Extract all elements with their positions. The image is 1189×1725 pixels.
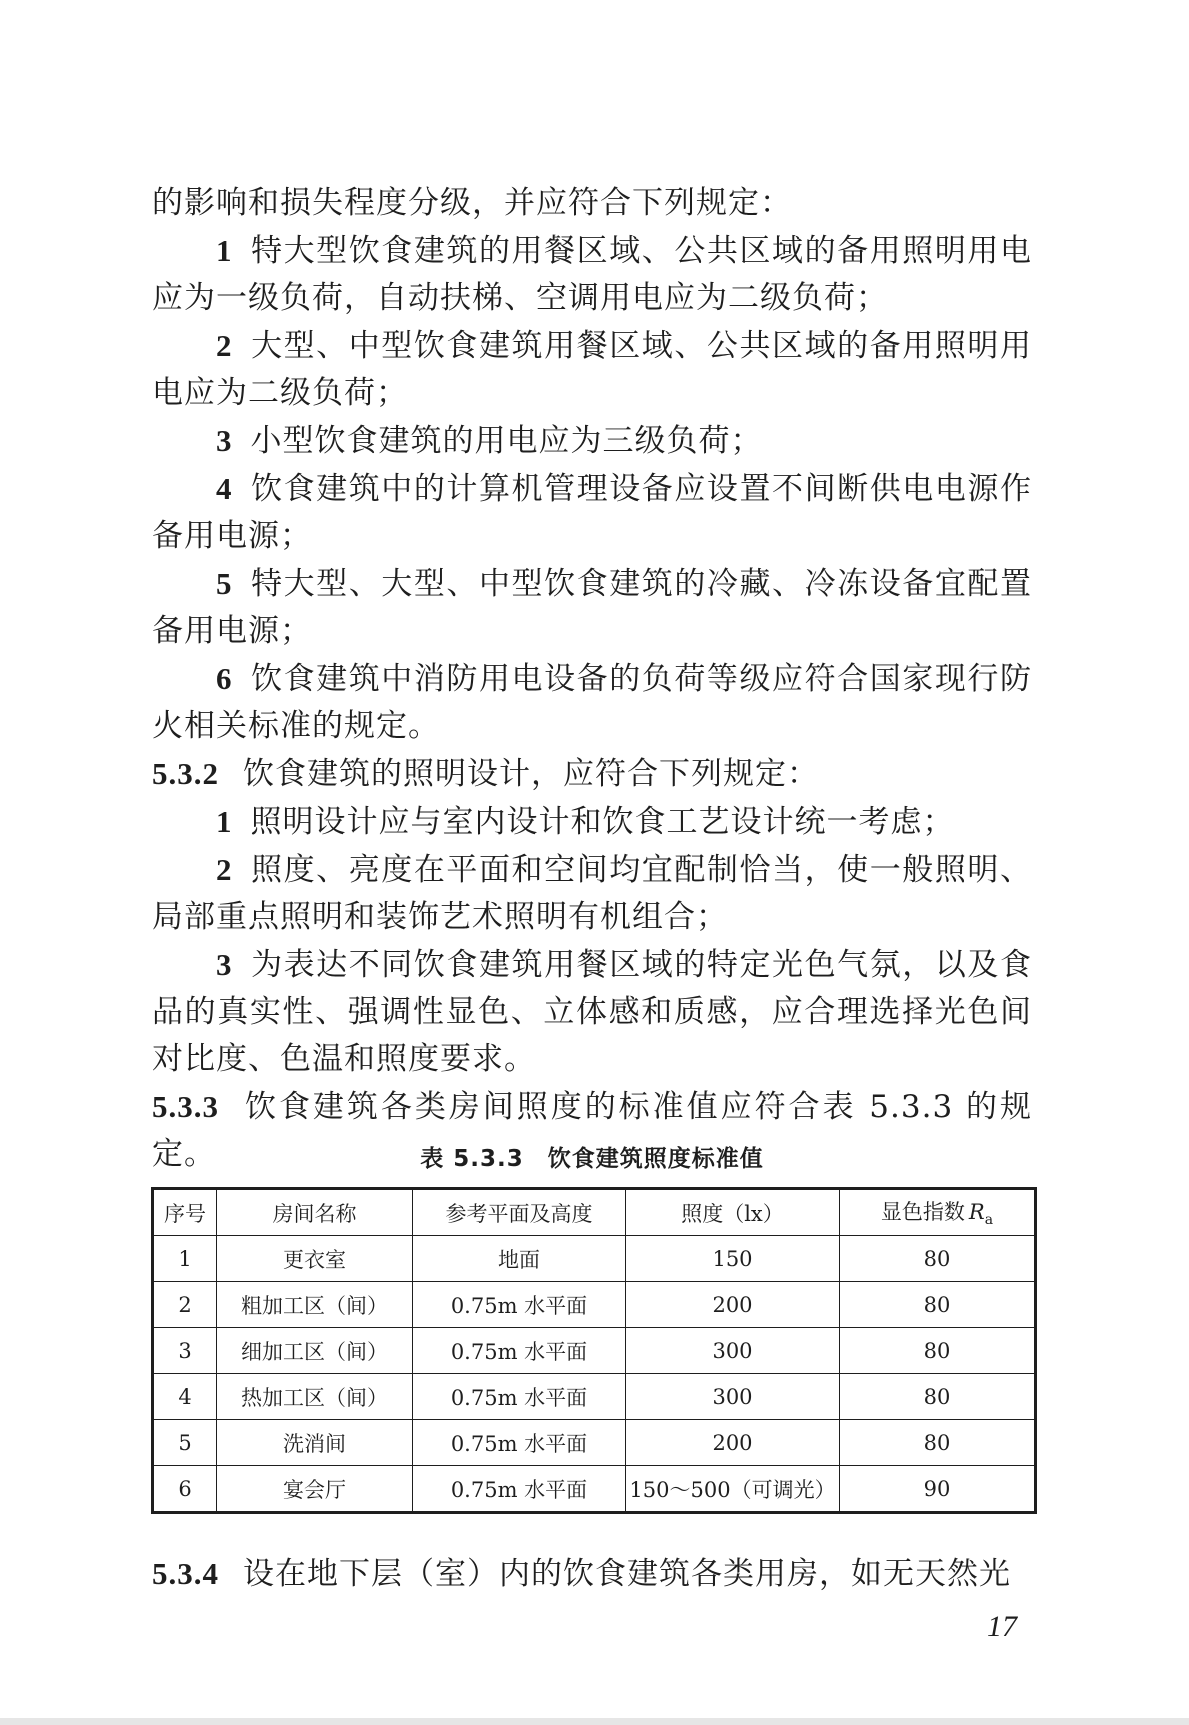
cell-room-name: 热加工区（间）: [217, 1374, 413, 1420]
cell-color-index: 80: [840, 1236, 1036, 1282]
table-row: [153, 1374, 1036, 1420]
clause-5-3-2-item-1: 1 照明设计应与室内设计和饮食工艺设计统一考虑；: [216, 804, 955, 840]
clause-5-3-2: 5.3.2 饮食建筑的照明设计，应符合下列规定：: [152, 756, 819, 792]
cell-room-name: 更衣室: [217, 1236, 413, 1282]
clause-5-3-2-item-3: 3 为表达不同饮食建筑用餐区域的特定光色气氛，以及食品的真实性、强调性显色、立体感和质感，应合理选择光色间对比度、色温和照度要求。: [152, 947, 1032, 1077]
clause-5-3-4: 5.3.4 设在地下层（室）内的饮食建筑各类用房，如无天然光: [152, 1556, 1011, 1592]
body-text: [152, 180, 1032, 1178]
table-row: [153, 1420, 1036, 1466]
cell-reference-plane: 0.75m 水平面: [413, 1282, 626, 1328]
cell-color-index: 80: [840, 1374, 1036, 1420]
cell-color-index: 80: [840, 1328, 1036, 1374]
cell-index: 6: [153, 1466, 217, 1513]
cell-color-index: 90: [840, 1466, 1036, 1513]
cell-illuminance: 300: [626, 1374, 840, 1420]
list-item-3: 3 小型饮食建筑的用电应为三级负荷；: [216, 423, 763, 459]
header-index: 序号: [153, 1189, 217, 1236]
cell-reference-plane: 0.75m 水平面: [413, 1328, 626, 1374]
cell-room-name: 粗加工区（间）: [217, 1282, 413, 1328]
table-header-row: [153, 1189, 1036, 1236]
illuminance-table: [151, 1187, 1037, 1514]
list-item-6: 6 饮食建筑中消防用电设备的负荷等级应符合国家现行防火相关标准的规定。: [152, 661, 1032, 744]
cell-reference-plane: 地面: [413, 1236, 626, 1282]
clause-5-3-2-item-2: 2 照度、亮度在平面和空间均宜配制恰当，使一般照明、局部重点照明和装饰艺术照明有机组合；: [152, 852, 1032, 935]
header-illuminance: 照度（lx）: [626, 1189, 840, 1236]
list-item-2: 2 大型、中型饮食建筑用餐区域、公共区域的备用照明用电应为二级负荷；: [152, 328, 1032, 411]
page-edge: [0, 1718, 1189, 1725]
cell-color-index: 80: [840, 1420, 1036, 1466]
table-title: 表 5.3.3 饮食建筑照度标准值: [420, 1146, 764, 1172]
cell-reference-plane: 0.75m 水平面: [413, 1374, 626, 1420]
cell-illuminance: 200: [626, 1420, 840, 1466]
cell-reference-plane: 0.75m 水平面: [413, 1466, 626, 1513]
cell-index: 3: [153, 1328, 217, 1374]
table-row: [153, 1282, 1036, 1328]
cell-index: 4: [153, 1374, 217, 1420]
page-number: 17: [987, 1610, 1017, 1643]
list-item-1: 1 特大型饮食建筑的用餐区域、公共区域的备用照明用电应为一级负荷，自动扶梯、空调用电应为二级负荷；: [152, 233, 1032, 316]
clause-5-3-3: 5.3.3 饮食建筑各类房间照度的标准值应符合表 5.3.3 的规定。: [152, 1089, 1032, 1172]
list-item-5: 5 特大型、大型、中型饮食建筑的冷藏、冷冻设备宜配置备用电源；: [152, 566, 1032, 649]
cell-room-name: 宴会厅: [217, 1466, 413, 1513]
cell-room-name: 细加工区（间）: [217, 1328, 413, 1374]
header-room-name: 房间名称: [217, 1189, 413, 1236]
cell-index: 5: [153, 1420, 217, 1466]
header-reference-plane: 参考平面及高度: [413, 1189, 626, 1236]
cell-index: 2: [153, 1282, 217, 1328]
cell-color-index: 80: [840, 1282, 1036, 1328]
cell-illuminance: 150: [626, 1236, 840, 1282]
list-item-4: 4 饮食建筑中的计算机管理设备应设置不间断供电电源作备用电源；: [152, 471, 1032, 554]
table-row: [153, 1236, 1036, 1282]
paragraph-continuation: 的影响和损失程度分级，并应符合下列规定：: [152, 185, 792, 221]
header-color-index: 显色指数 $R_a$: [840, 1189, 1036, 1236]
cell-room-name: 洗消间: [217, 1420, 413, 1466]
cell-illuminance: 300: [626, 1328, 840, 1374]
cell-reference-plane: 0.75m 水平面: [413, 1420, 626, 1466]
table-row: [153, 1328, 1036, 1374]
cell-illuminance: 200: [626, 1282, 840, 1328]
cell-illuminance: 150～500（可调光）: [626, 1466, 840, 1513]
cell-index: 1: [153, 1236, 217, 1282]
table-row: [153, 1466, 1036, 1513]
